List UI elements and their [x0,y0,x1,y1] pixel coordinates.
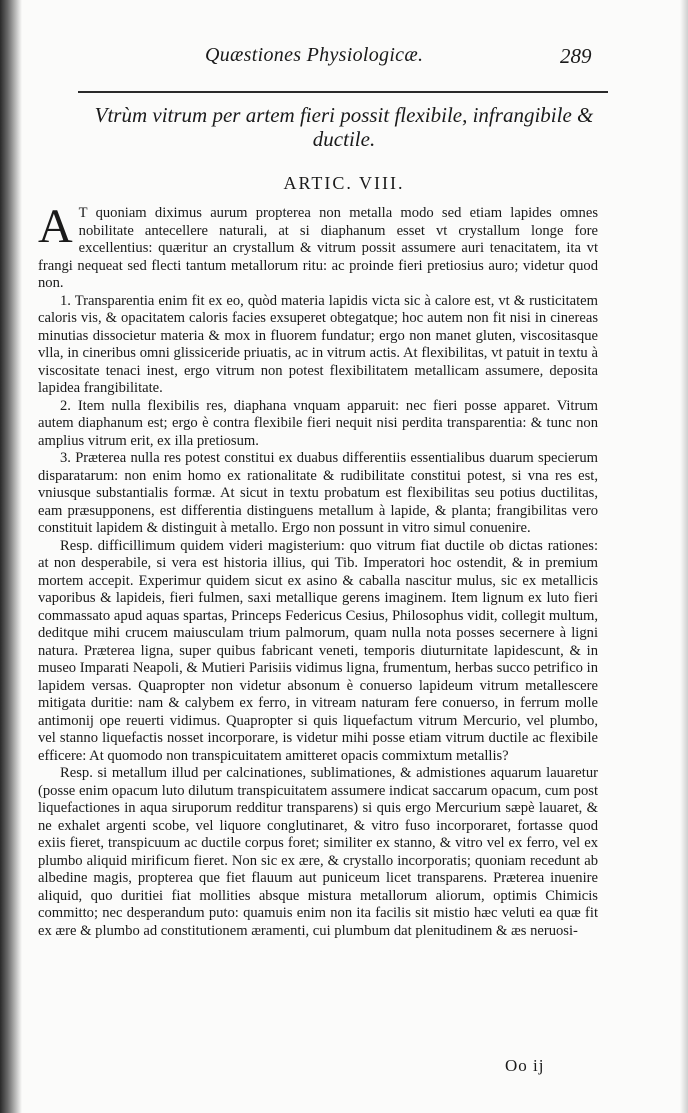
paragraph-objection-2: 2. Item nulla flexibilis res, diaphana vnquam apparuit: nec fieri posse apparet. Vitrum autem diaphanum est; ergo è contra flexibile fieri nequit nisi perdita transparentia: & tunc non amplius vitrum erit, ex illa pretiosum. [38,397,598,449]
article-number: ARTIC. VIII. [283,173,405,193]
signature-mark: Oo ij [505,1056,545,1075]
drop-cap: A [38,200,73,253]
article-title: Vtrùm vitrum per artem fieri possit flexibile, infrangibile & ductile. [94,103,594,151]
binding-shadow [0,0,22,1113]
paragraph-intro [38,200,598,293]
paragraph-objection-3: 3. Præterea nulla res potest constitui ex duabus differentiis essentialibus duarum specierum disparatarum: non enim homo ex rationalitate & rudibilitate constitui potest, si vna res est, vniusque substantialis formæ. At sicut in textu probatum est flexibilitas seu potius ductilitas, eam præsupponens, est differentia distinguens metallum à lapide, & planta; frangibilitas vero constituit lapidem & distinguit à metallo. Ergo non possunt in vitro simul conuenire. [38,450,598,536]
page-number: 289 [560,44,592,68]
page-edge [680,0,688,1113]
paragraph-response-2: Resp. si metallum illud per calcinationes, sublimationes, & admistiones aquarum lauaretur (posse enim opacum luto dilutum transpicuitatem assumere indicat saccarum opacum, cum post liquefactiones in aqua siruporum redditur transparens) si quis ergo Mercurium sæpè lauaret, & ne exhalet argenti scobe, vel liquore conglutinaret, & vitro fuso incorporaret, fortasse quod exiis fieret, transpicuum ac ductile corpus foret; similiter ex stanno, & vitro vel ex ferro, vel ex plumbo aliquid mirificum fieret. Non sic ex ære, & crystallo incorporatis; quoniam recedunt ab albedine magis, propterea que fiet flauum aut puniceum licet transparens. Præterea inuenire aliquid, quo duritiei fiat mollities absque mistura metallorum aliorum, optimis Chimicis committo; nec desperandum puto: quamuis enim non ita facilis sit mistio hæc veluti ea quæ fit ex ære & plumbo ad constitutionem æramenti, cui plumbum dat plenitudinem & æs neruosi- [38,765,598,939]
paragraph-intro-text: T quoniam diximus aurum propterea non metalla modo sed etiam lapides omnes nobilitate antecellere naturali, at si diaphanum esset vt crystallum longe fore excellentius: quæritur an crystallum & vitrum possit assumere auri tenacitatem, ita vt frangi nequeat sed flecti tantum metallorum ritu: ac proinde fieri pretiosius auro; videtur quod non. [38,205,598,291]
paragraph-response-1: Resp. difficillimum quidem videri magisterium: quo vitrum fiat ductile ob dictas rationes: at non desperabile, si vera est historia illius, qui Tib. Imperatori hoc ostendit, & in premium mortem accepit. Experimur quidem sicut ex asino & caballa nascitur mulus, sic ex metallicis vaporibus & lapideis, fieri fulmen, saxi metallique gerens imaginem. Item lignum ex luto fieri commassato apud aquas spartas, Princeps Federicus Cesius, Philosophus vidit, collegit multum, deditque mihi crucem maiusculam trium palmorum, quam nulla nota posses secernere à ligni natura. Præterea ligna, super quibus fabricant veneti, temporis diuturnitate lapidescunt, & in museo Imparati Neapoli, & Mutieri Parisiis vidimus ligna, frumentum, herbas succo petrifico in lapidem versas. Quapropter non videtur absonum è conuerso lapideum vitrum metallescere mitigata duritie: nam & calybem ex ferro, in vitream naturam fere conuerso, in ferrum molle antimonij ope reuerti vidimus. Quapropter si quis liquefactum vitrum Mercurio, vel plumbo, vel stanno liquefactis nosset incorporare, is videtur mihi posse etiam vitrum ductile ac flexibile efficere: At quomodo non transpicuitatem amitteret opacis commixtum metallis? [38,537,598,764]
header-rule [78,91,608,93]
running-head: Quæstiones Physiologicæ. [205,44,424,66]
paragraph-objection-1: 1. Transparentia enim fit ex eo, quòd materia lapidis victa sic à calore est, vt & rusticitatem caloris vis, & opacitatem caloris facies exsuperet obtegatque; hoc autem non fit nisi in cinereas minutias dissocietur materia & mox in fluorem fundatur; ergo non manet gluten, viscositasque vlla, in cineribus omni glissiceride priuatis, ac in vitrum actis. At flexibilitas, vt patuit in textu à viscositate tenaci inest, ergo vitrum non potest flexibilitatem metallicam assumere, deposita lapidea frangibilitate. [38,292,598,396]
body-text [38,200,598,940]
